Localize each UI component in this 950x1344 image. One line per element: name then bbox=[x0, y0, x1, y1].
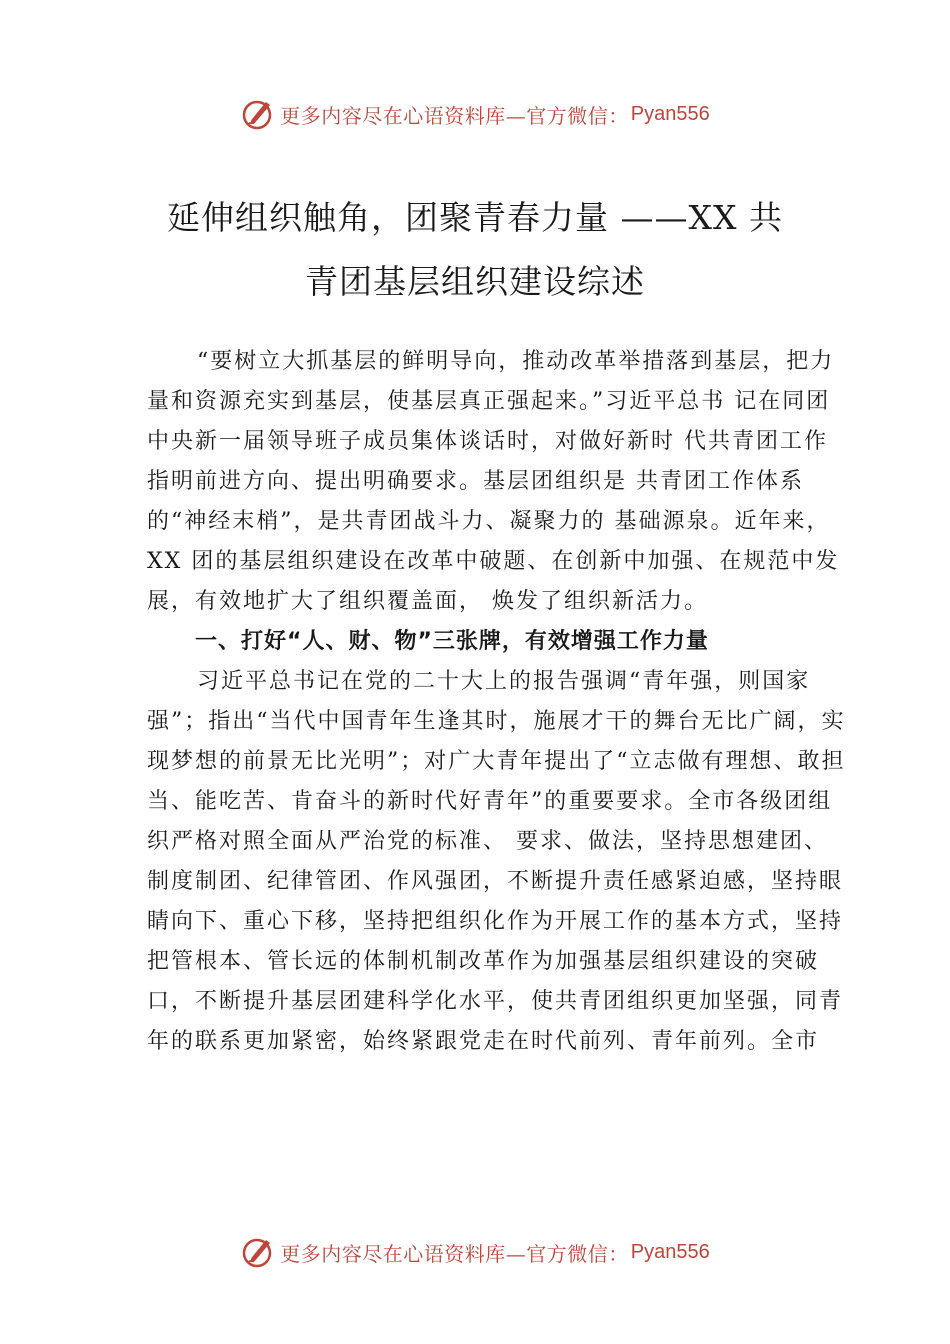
title-line-2: 青团基层组织建设综述 bbox=[305, 262, 645, 301]
banner-wechat-id: Pyan556 bbox=[630, 102, 710, 125]
paragraph-intro: “要树立大抓基层的鲜明导向，推动改革举措落到基层，把力量和资源充实到基层，使基层真正强起来。”习近平总书 记在同团中央新一届领导班子成员集体谈话时，对做好新时 代共青团工作指明前进方向、提出明确要求。基层团组织是 共青团工作体系的“神经末梢”，是共青团战斗力、凝聚力的 基础源泉。近年来，XX 团的基层组织建设在改革中破题、在创新中加强、在规范中发展，有效地扩大了组织覆盖面， 焕发了组织新活力。 bbox=[147, 349, 840, 614]
quill-seal-logo-icon bbox=[240, 1234, 276, 1270]
quill-seal-logo-icon bbox=[240, 96, 276, 132]
paragraph-section-1: 习近平总书记在党的二十大上的报告强调“青年强，则国家强”；指出“当代中国青年生逢其时，施展才干的舞台无比广阔，实现梦想的前景无比光明”；对广大青年提出了“立志做有理想、敢担当、能吃苦、肯奋斗的新时代好青年”的重要要求。全市各级团组织严格对照全面从严治党的标准、 要求、做法，坚持思想建团、制度制团、纪律管团、作风强团，不断提升责任感紧迫感，坚持眼睛向下、重心下移，坚持把组织化作为开展工作的基本方式，坚持把管根本、管长远的体制机制改革作为加强基层组织建设的突破口，不断提升基层团建科学化水平，使共青团组织更加坚强，同青年的联系更加紧密，始终紧跟党走在时代前列、青年前列。全市 bbox=[147, 669, 846, 1054]
watermark-banner-top bbox=[0, 94, 950, 134]
watermark-banner-bottom bbox=[0, 1232, 950, 1272]
section-heading-1: 一、打好“人、财、物”三张牌，有效增强工作力量 bbox=[195, 629, 709, 654]
banner-wechat-id: Pyan556 bbox=[630, 1240, 710, 1263]
title-line-1: 延伸组织触角，团聚青春力量 ——XX 共 bbox=[167, 198, 783, 237]
banner-text: 更多内容尽在心语资料库—官方微信： bbox=[280, 1241, 629, 1266]
document-body bbox=[147, 342, 847, 1062]
document-title bbox=[120, 186, 830, 314]
banner-text: 更多内容尽在心语资料库—官方微信： bbox=[280, 103, 629, 128]
